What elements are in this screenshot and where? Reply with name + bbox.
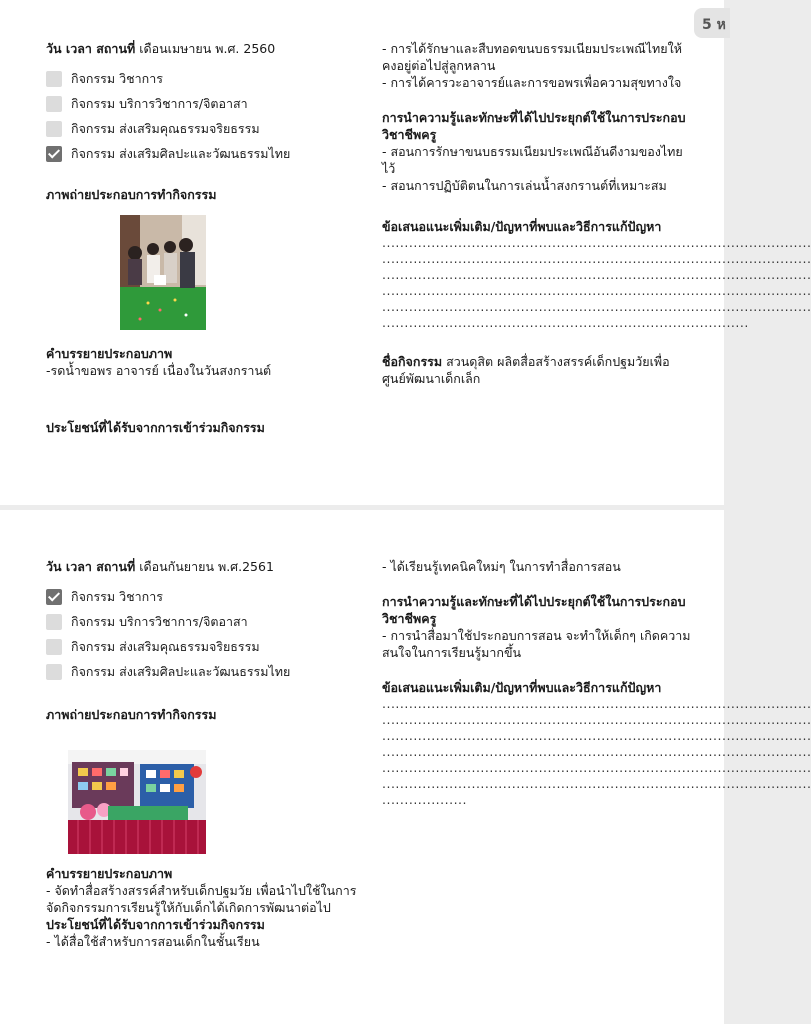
activity-label: กิจกรรม วิชาการ: [71, 71, 163, 86]
checkbox-checked: [46, 146, 62, 162]
checkbox: [46, 121, 62, 137]
apply-item: - การนำสื่อมาใช้ประกอบการสอน จะทำให้เด็กๆ เกิดความสนใจในการเรียนรู้มากขึ้น: [382, 628, 691, 660]
caption-text: -รดน้ำขอพร อาจารย์ เนื่องในวันสงกรานต์: [46, 363, 272, 378]
activity-option: [46, 91, 346, 116]
dotted-line: ................................................................................................: [382, 760, 811, 775]
activity-name-label: ชื่อกิจกรรม: [382, 354, 443, 369]
date-place-label: วัน เวลา สถานที่: [46, 559, 136, 574]
benefit-item: - การได้คารวะอาจารย์และการขอพรเพื่อความสุขทางใจ: [382, 75, 682, 90]
dotted-line: ................................................................................................: [382, 744, 811, 759]
checkbox: [46, 664, 62, 680]
activity-option: [46, 116, 346, 141]
date-place-line: [46, 558, 346, 575]
date-place-value: เดือนเมษายน พ.ศ. 2560: [135, 41, 276, 56]
activity-option: [46, 659, 346, 684]
document-page-1: [0, 0, 811, 505]
activity-name-value: สวนดุสิต ผลิตสื่อสร้างสรรค์เด็กปฐมวัยเพื่อศูนย์พัฒนาเด็กเล็ก: [382, 354, 670, 386]
dotted-line: ................................................................................................: [382, 267, 811, 282]
caption-block: [46, 865, 358, 950]
activity-photo: [68, 750, 206, 854]
suggestion-heading: ข้อเสนอแนะเพิ่มเติม/ปัญหาที่พบและวิธีการแก้ปัญหา: [382, 219, 662, 234]
activity-checklist: [46, 584, 346, 684]
benefit-item: - การได้รักษาและสืบทอดขนบธรรมเนียมประเพณีไทยให้คงอยู่ต่อไปสู่ลูกหลาน: [382, 41, 682, 73]
benefit-item: - ได้เรียนรู้เทคนิคใหม่ๆ ในการทำสื่อการสอน: [382, 559, 621, 574]
apply-item: - สอนการปฏิบัติตนในการเล่นน้ำสงกรานต์ที่เหมาะสม: [382, 178, 667, 193]
activity-photo: [120, 215, 206, 330]
left-column: [46, 558, 346, 723]
activity-name-line: [382, 353, 692, 387]
date-place-label: วัน เวลา สถานที่: [46, 41, 136, 56]
activity-label: กิจกรรม ส่งเสริมศิลปะและวัฒนธรรมไทย: [71, 664, 291, 679]
dotted-line: ................................................................................................: [382, 776, 811, 791]
date-place-value: เดือนกันยายน พ.ศ.2561: [135, 559, 274, 574]
benefit-heading: ประโยชน์ที่ได้รับจากการเข้าร่วมกิจกรรม: [46, 420, 265, 435]
checkbox: [46, 96, 62, 112]
checkbox: [46, 639, 62, 655]
activity-label: กิจกรรม บริการวิชาการ/จิตอาสา: [71, 96, 248, 111]
activity-label: กิจกรรม บริการวิชาการ/จิตอาสา: [71, 614, 248, 629]
document-page-2: [0, 510, 811, 1024]
benefit-text: - ได้สื่อใช้สำหรับการสอนเด็กในชั้นเรียน: [46, 934, 260, 949]
activity-label: กิจกรรม ส่งเสริมคุณธรรมจริยธรรม: [71, 639, 260, 654]
caption-text: - จัดทำสื่อสร้างสรรค์สำหรับเด็กปฐมวัย เพื่อนำไปใช้ในการจัดกิจกรรมการเรียนรู้ให้กับเด็กได้เกิดการพัฒนาต่อไป: [46, 883, 357, 915]
activity-option: [46, 141, 346, 166]
dotted-line: ................................................................................................: [382, 283, 811, 298]
activity-option: [46, 584, 346, 609]
dotted-line: ................................................................................................: [382, 251, 811, 266]
caption-heading: คำบรรยายประกอบภาพ: [46, 346, 173, 361]
dotted-line: ................................................................................................: [382, 712, 811, 727]
photo-heading: ภาพถ่ายประกอบการทำกิจกรรม: [46, 187, 217, 202]
dotted-line: ...................: [382, 792, 467, 807]
page-number-badge: 5 ห: [694, 8, 730, 38]
checkbox: [46, 614, 62, 630]
date-place-line: [46, 40, 346, 57]
dotted-line: ................................................................................................: [382, 235, 811, 250]
activity-option: [46, 609, 346, 634]
right-column: [382, 40, 811, 387]
activity-label: กิจกรรม ส่งเสริมคุณธรรมจริยธรรม: [71, 121, 260, 136]
caption-heading: คำบรรยายประกอบภาพ: [46, 866, 173, 881]
suggestion-heading: ข้อเสนอแนะเพิ่มเติม/ปัญหาที่พบและวิธีการแก้ปัญหา: [382, 680, 662, 695]
photo-heading: ภาพถ่ายประกอบการทำกิจกรรม: [46, 707, 217, 722]
checkbox: [46, 71, 62, 87]
dotted-line: ................................................................................................: [382, 696, 811, 711]
dotted-line: ..................................................................................: [382, 315, 749, 330]
activity-checklist: [46, 66, 346, 166]
checkbox-checked: [46, 589, 62, 605]
apply-heading: การนำความรู้และทักษะที่ได้ไปประยุกต์ใช้ในการประกอบวิชาชีพครู: [382, 110, 686, 142]
apply-item: - สอนการรักษาขนบธรรมเนียมประเพณีอันดีงามของไทยไว้: [382, 144, 683, 176]
dotted-line: ................................................................................................: [382, 728, 811, 743]
activity-option: [46, 66, 346, 91]
activity-option: [46, 634, 346, 659]
apply-heading: การนำความรู้และทักษะที่ได้ไปประยุกต์ใช้ในการประกอบวิชาชีพครู: [382, 594, 686, 626]
left-column: [46, 40, 346, 203]
dotted-line: ................................................................................................: [382, 299, 811, 314]
right-column: [382, 558, 811, 808]
benefit-heading: ประโยชน์ที่ได้รับจากการเข้าร่วมกิจกรรม: [46, 917, 265, 932]
activity-label: กิจกรรม วิชาการ: [71, 589, 163, 604]
activity-label: กิจกรรม ส่งเสริมศิลปะและวัฒนธรรมไทย: [71, 146, 291, 161]
caption-block: [46, 345, 346, 436]
